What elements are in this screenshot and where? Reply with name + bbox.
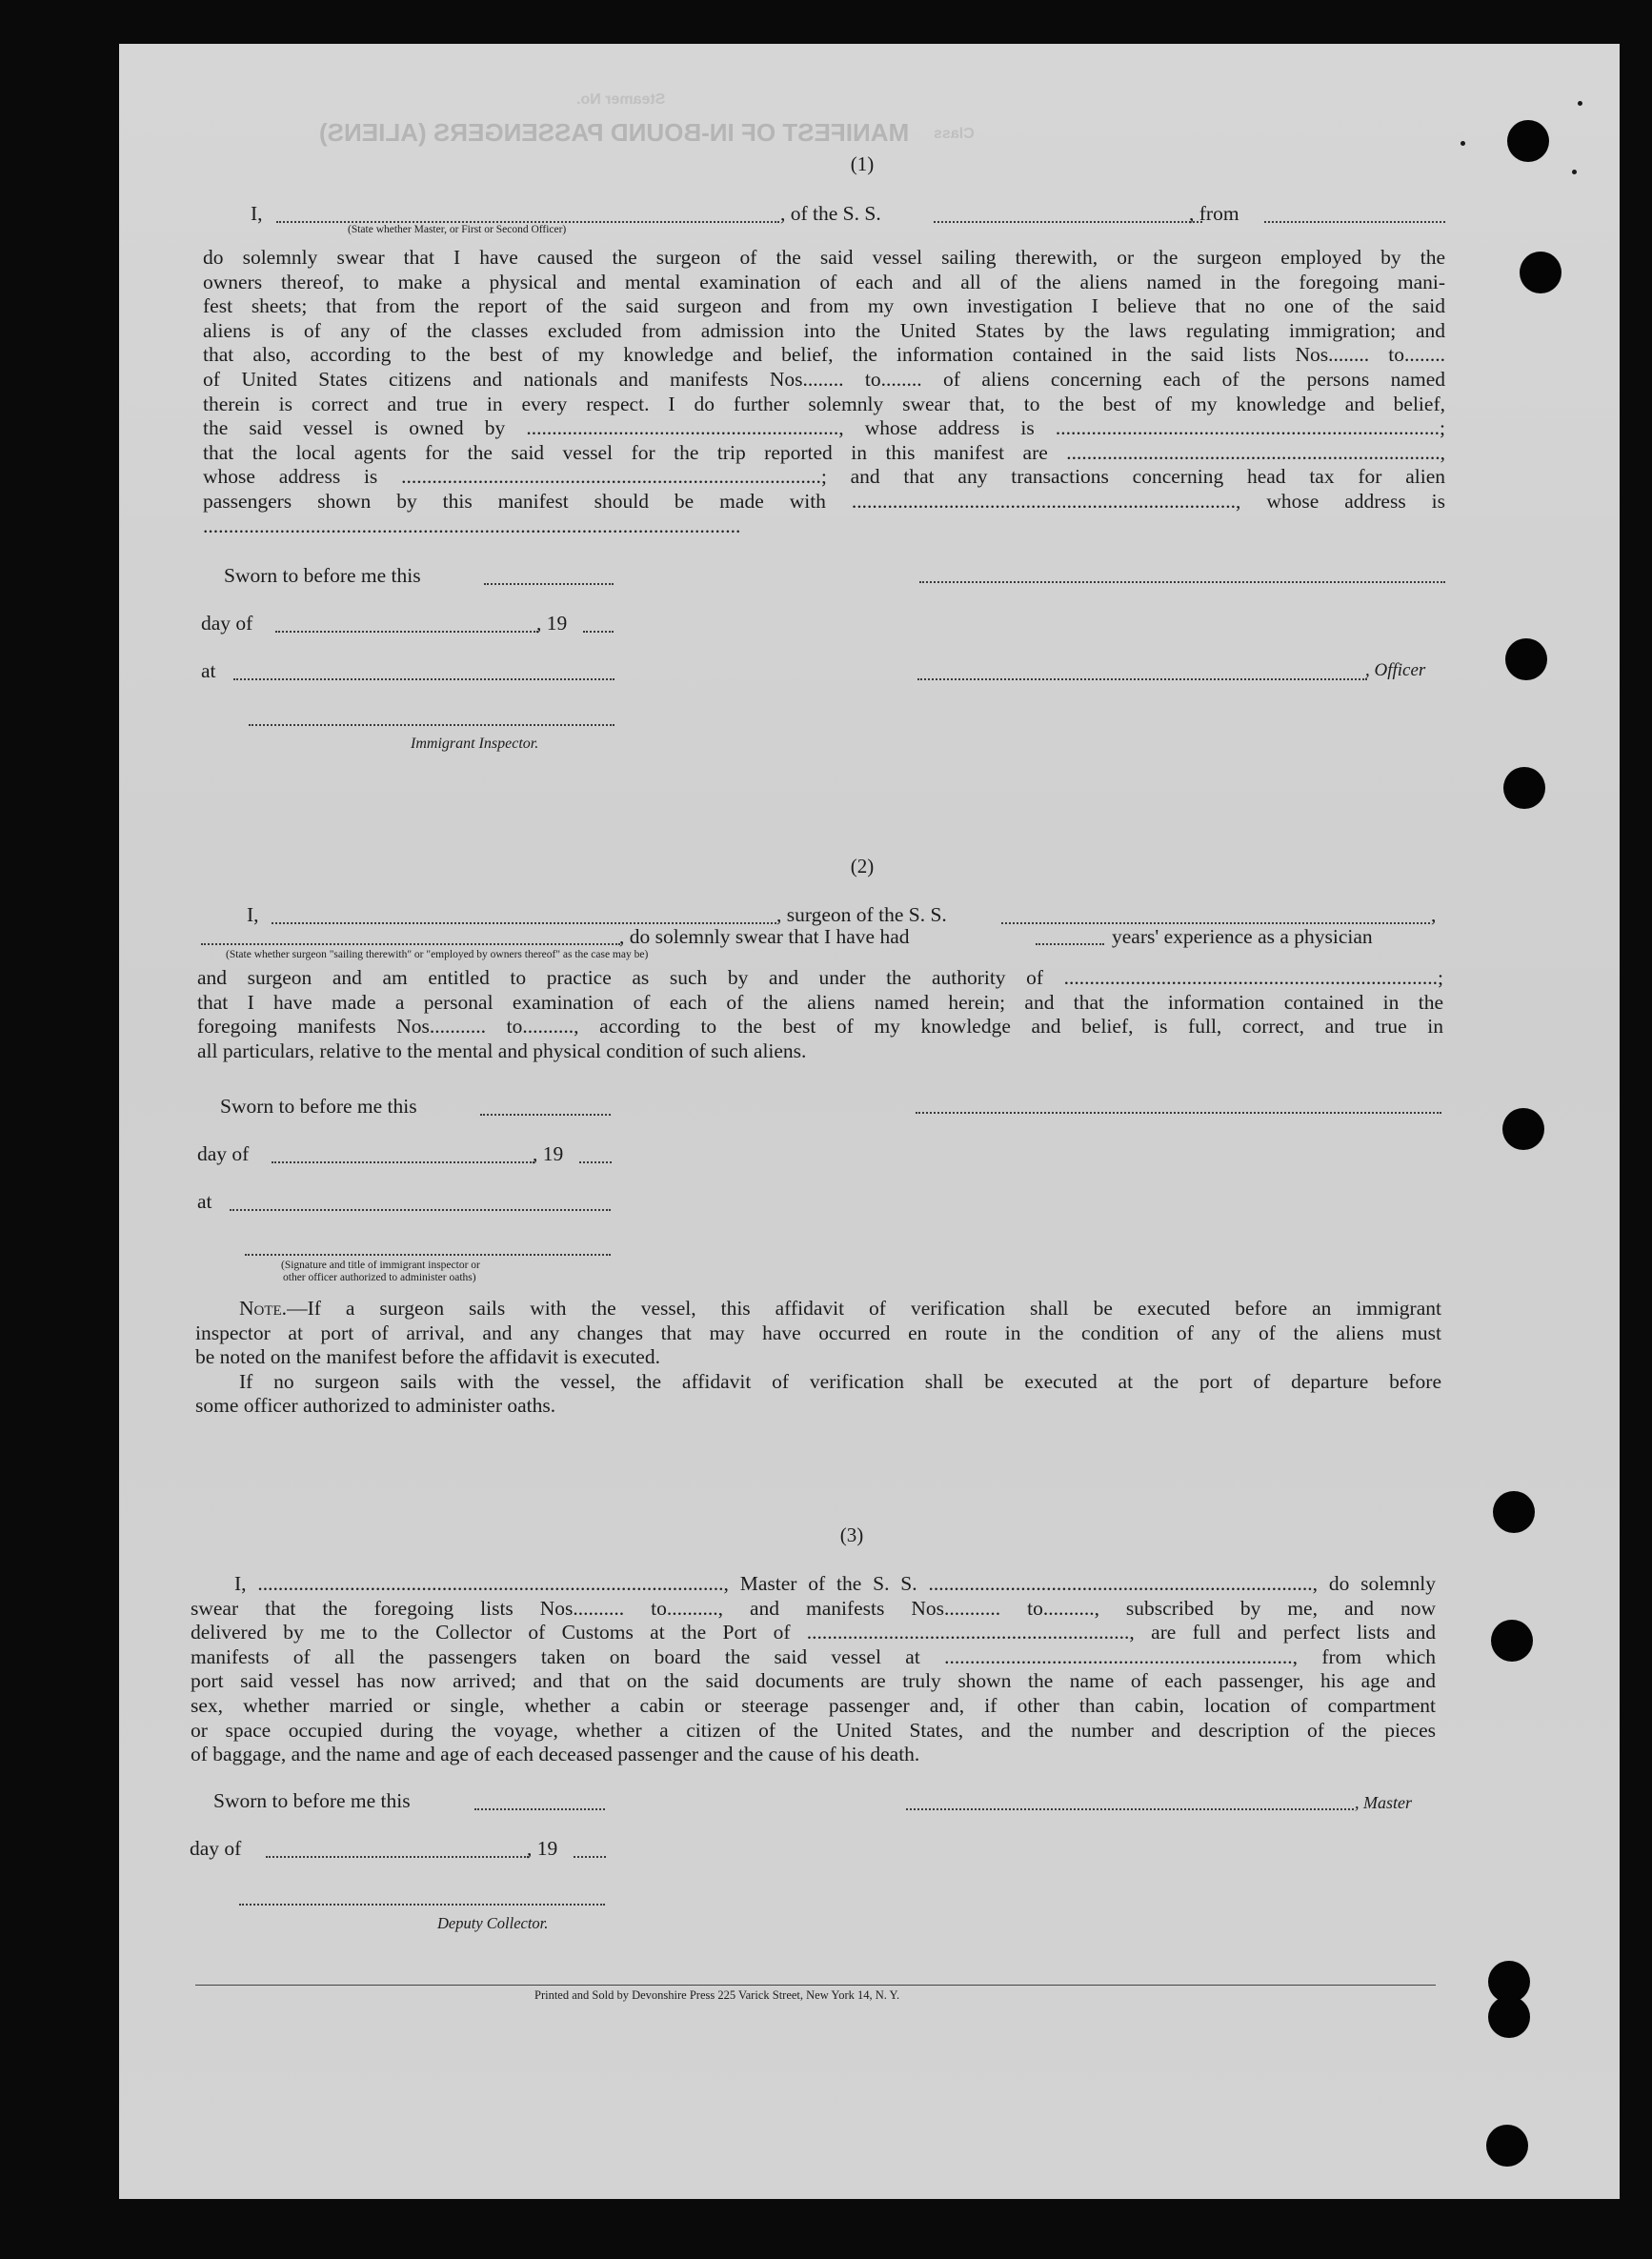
s2-blank-year bbox=[579, 1161, 612, 1163]
s1-blank-sworn bbox=[484, 583, 614, 585]
s1-note-officer: (State whether Master, or First or Second Officer) bbox=[348, 224, 567, 235]
section-1-number: (1) bbox=[850, 152, 875, 175]
s1-blank-day bbox=[275, 631, 538, 633]
s2-line2-swear: , do solemnly swear that I have had bbox=[619, 925, 910, 948]
s2-note-paragraph bbox=[195, 1297, 1441, 1419]
s2-day-of: day of bbox=[197, 1142, 250, 1165]
s1-para-line: aliens is of any of the classes excluded from admission into the United States by the laws regulating immigration; and bbox=[203, 318, 1445, 342]
s2-sig-note-2: other officer authorized to administer oaths) bbox=[283, 1272, 476, 1283]
s1-para-line: passengers shown by this manifest should be made with ..........................................................................., whose address is bbox=[203, 489, 1445, 513]
s1-para-line: whose address is ..................................................................................; and that any transactions concerning head tax for alien bbox=[203, 465, 1445, 489]
s3-blank-day bbox=[266, 1856, 529, 1858]
paper-speck bbox=[1572, 170, 1577, 174]
ghost-header-title: MANIFEST OF IN-BOUND PASSENGERS (ALIENS) bbox=[319, 118, 910, 147]
binder-hole bbox=[1491, 1620, 1533, 1662]
s2-line1-i: I, bbox=[247, 903, 259, 926]
section-3-number: (3) bbox=[839, 1523, 864, 1546]
s1-sworn: Sworn to before me this bbox=[224, 564, 421, 587]
s2-note-label: Note. bbox=[239, 1297, 288, 1320]
s1-paragraph bbox=[203, 246, 1445, 538]
s2-para-line: and surgeon and am entitled to practice as such by and under the authority of .........................................................................; bbox=[197, 966, 1443, 989]
s2-nineteen: , 19 bbox=[533, 1142, 564, 1165]
s2-para-line: foregoing manifests Nos........... to.........., according to the best of my knowledge and belief, is full, correct, and true in bbox=[197, 1015, 1443, 1039]
s3-master-label: , Master bbox=[1355, 1793, 1412, 1812]
s1-blank-officer-name bbox=[917, 678, 1367, 680]
s2-para-line: all particulars, relative to the mental and physical condition of such aliens. bbox=[197, 1039, 807, 1062]
s3-para-line: I, ..........................................................................................., Master of the S. S. ..........................................................................., do solemnly bbox=[234, 1572, 1436, 1595]
s1-para-line: therein is correct and true in every respect. I do further solemnly swear that, to the best of my knowledge and belief, bbox=[203, 392, 1445, 415]
s2-note-line bbox=[195, 1297, 1441, 1321]
paper-speck bbox=[1461, 141, 1465, 146]
s2-para-line: that I have made a personal examination of each of the aliens named herein; and that the information contained in the bbox=[197, 990, 1443, 1014]
binder-hole bbox=[1502, 1108, 1544, 1150]
s2-note-line: some officer authorized to administer oaths. bbox=[195, 1394, 556, 1418]
s1-line1-i: I, bbox=[251, 202, 263, 225]
s3-sworn: Sworn to before me this bbox=[213, 1789, 411, 1812]
s3-para-line: port said vessel has now arrived; and that on the said documents are truly shown the name of each passenger, his age and bbox=[191, 1669, 1436, 1693]
paper-speck bbox=[1578, 101, 1582, 106]
s2-blank-sailing bbox=[201, 943, 620, 945]
s3-blank-collector bbox=[239, 1904, 605, 1906]
section-2-number: (2) bbox=[850, 855, 875, 877]
s3-para-line: delivered by me to the Collector of Customs at the Port of ..............................................................., are full and perfect lists and bbox=[191, 1621, 1436, 1644]
footer-rule bbox=[195, 1985, 1436, 1986]
s2-blank-at bbox=[230, 1209, 611, 1211]
binder-hole bbox=[1520, 252, 1561, 293]
s1-blank-sig-officer bbox=[919, 581, 1445, 583]
binder-hole bbox=[1505, 638, 1547, 680]
s2-line2-years: years' experience as a physician bbox=[1112, 925, 1373, 948]
binder-hole bbox=[1493, 1491, 1535, 1533]
ghost-header-text2: Class bbox=[934, 126, 975, 142]
s2-blank-sworn bbox=[480, 1114, 611, 1116]
s2-blank-sig bbox=[916, 1112, 1441, 1114]
s1-line1-vessel: , of the S. S. bbox=[780, 202, 881, 225]
s3-para-line: of baggage, and the name and age of each deceased passenger and the cause of his death. bbox=[191, 1743, 920, 1766]
s3-para-line: sex, whether married or single, whether a cabin or steerage passenger and, if other than cabin, location of compartment bbox=[191, 1693, 1436, 1717]
s1-blank-from bbox=[1264, 221, 1445, 223]
s2-at: at bbox=[197, 1190, 212, 1213]
s3-nineteen: , 19 bbox=[527, 1837, 558, 1860]
s2-blank-vessel bbox=[1001, 922, 1430, 924]
s3-paragraph bbox=[191, 1572, 1436, 1767]
s2-sig-note-1: (Signature and title of immigrant inspector or bbox=[281, 1260, 480, 1271]
binder-hole bbox=[1486, 2125, 1528, 2167]
s3-blank-year bbox=[574, 1856, 606, 1858]
s1-para-line: ......................................................................................................... bbox=[203, 514, 741, 537]
s3-blank-master-sig bbox=[906, 1808, 1354, 1810]
s1-para-line: the said vessel is owned by ............................................................., whose address is ...........................................................................; bbox=[203, 416, 1445, 440]
s2-blank-inspector-sig bbox=[245, 1254, 611, 1256]
s3-collector-label: Deputy Collector. bbox=[437, 1914, 549, 1932]
s2-note-surgeon: (State whether surgeon "sailing therewith" or "employed by owners thereof" as the case may be) bbox=[226, 949, 649, 960]
binder-hole bbox=[1503, 767, 1545, 809]
binder-hole bbox=[1488, 1996, 1530, 2038]
form-page bbox=[119, 44, 1620, 2199]
s1-para-line: that also, according to the best of my knowledge and belief, the information contained in the said lists Nos........ to........ bbox=[203, 343, 1445, 367]
s2-note-line: be noted on the manifest before the affidavit is executed. bbox=[195, 1345, 660, 1369]
s1-para-line: that the local agents for the said vessel for the trip reported in this manifest are ........................................................................., bbox=[203, 440, 1445, 464]
s1-inspector-label: Immigrant Inspector. bbox=[411, 736, 539, 752]
s2-blank-surgeon-name bbox=[272, 922, 776, 924]
s1-blank-officer bbox=[276, 221, 779, 223]
s2-line1-comma: , bbox=[1431, 903, 1437, 926]
s1-blank-at bbox=[233, 678, 614, 680]
s1-para-line: of United States citizens and nationals and manifests Nos........ to........ of aliens concerning each of the persons named bbox=[203, 367, 1445, 391]
s2-line1-surgeon: , surgeon of the S. S. bbox=[776, 903, 947, 926]
s2-paragraph bbox=[197, 966, 1443, 1063]
s3-day-of: day of bbox=[190, 1837, 242, 1860]
s1-line1-from: , from bbox=[1189, 202, 1239, 225]
s2-note-line: If no surgeon sails with the vessel, the affidavit of verification shall be executed at the port of departure before bbox=[239, 1369, 1441, 1393]
binder-hole bbox=[1507, 120, 1549, 162]
s1-blank-vessel bbox=[934, 221, 1202, 223]
s3-para-line: swear that the foregoing lists Nos.......... to.........., and manifests Nos........... to.........., subscribed by me, and now bbox=[191, 1596, 1436, 1620]
s3-blank-sworn bbox=[474, 1808, 605, 1810]
footer-printer: Printed and Sold by Devonshire Press 225 Varick Street, New York 14, N. Y. bbox=[534, 1988, 900, 2002]
s1-blank-inspector bbox=[249, 724, 614, 726]
s2-note-line: inspector at port of arrival, and any changes that may have occurred en route in the condition of any of the aliens must bbox=[195, 1321, 1441, 1344]
s1-para-line: fest sheets; that from the report of the said surgeon and from my own investigation I believe that no one of the said bbox=[203, 294, 1445, 318]
s1-officer-label: , Officer bbox=[1365, 660, 1426, 680]
s2-note-text: —If a surgeon sails with the vessel, this affidavit of verification shall be executed before an immigrant bbox=[287, 1297, 1441, 1320]
ghost-header-text1: Steamer No. bbox=[576, 91, 666, 108]
s2-blank-day bbox=[272, 1161, 534, 1163]
s1-nineteen: , 19 bbox=[536, 612, 568, 635]
s1-para-line: do solemnly swear that I have caused the surgeon of the said vessel sailing therewith, or the surgeon employed by the bbox=[203, 246, 1445, 269]
s2-blank-years bbox=[1036, 943, 1104, 945]
s3-para-line: or space occupied during the voyage, whether a citizen of the United States, and the number and description of the pieces bbox=[191, 1718, 1436, 1742]
s1-day-of: day of bbox=[201, 612, 253, 635]
s3-para-line: manifests of all the passengers taken on board the said vessel at ...................................................................., from which bbox=[191, 1644, 1436, 1668]
s2-sworn: Sworn to before me this bbox=[220, 1095, 417, 1118]
s1-blank-year bbox=[583, 631, 614, 633]
s1-para-line: owners thereof, to make a physical and mental examination of each and all of the aliens named in the foregoing mani- bbox=[203, 270, 1445, 293]
s1-at: at bbox=[201, 659, 216, 682]
